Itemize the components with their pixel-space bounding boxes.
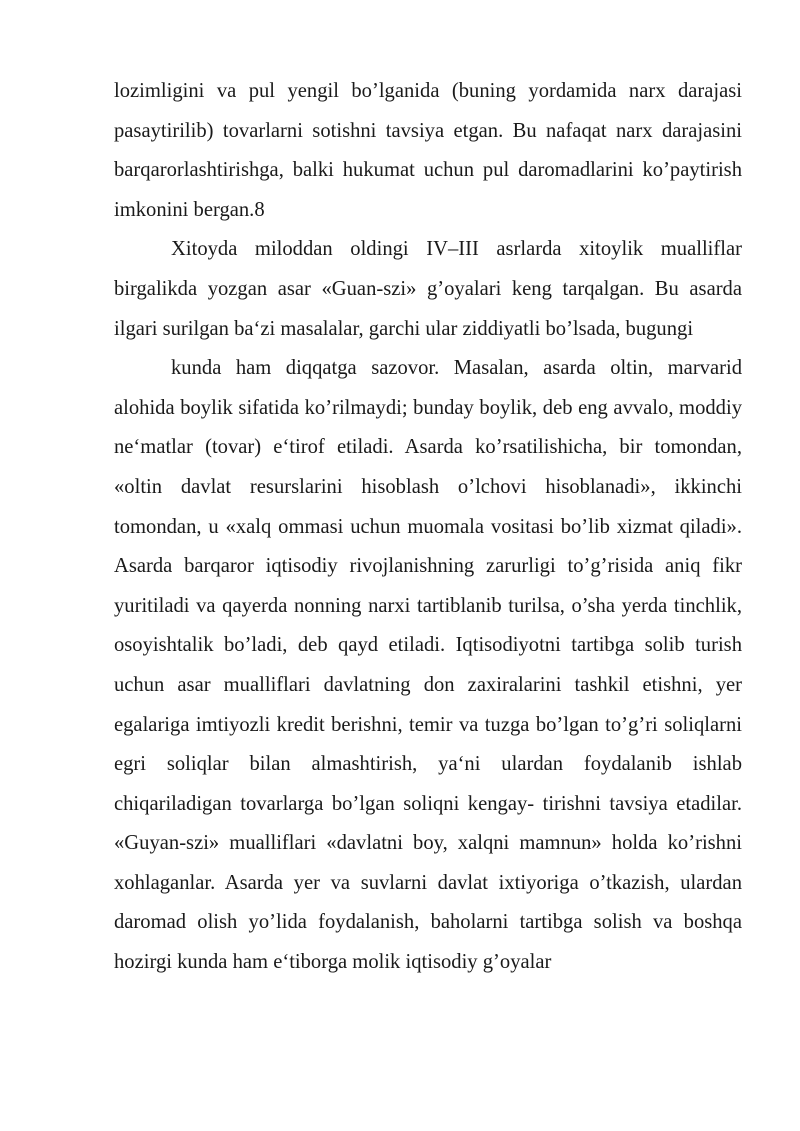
paragraph-3: kunda ham diqqatga sazovor. Masalan, asarda oltin, marvarid alohida boylik sifatida ko’rilmaydi; bunday boylik, deb eng avvalo, moddiy neʻmatlar (tovar) eʻtirof etiladi. Asarda ko’rsatilishicha, bir tomondan, «oltin davlat resurslarini hisoblash o’lchovi hisoblanadi», ikkinchi tomondan, u «xalq ommasi uchun muomala vositasi bo’lib xizmat qiladi». Asarda barqaror iqtisodiy rivojlanishning zarurligi to’g’risida aniq fikr yuritiladi va qayerda nonning narxi tartiblanib turilsa, o’sha yerda tinchlik, osoyishtalik bo’ladi, deb qayd etiladi. Iqtisodiyotni tartibga solib turish uchun asar mualliflari davlatning don zaxiralarini tashkil etishni, yer egalariga imtiyozli kredit berishni, temir va tuzga bo’lgan to’g’ri soliqlarni egri soliqlar bilan almashtirish, yaʻni ulardan foydalanib ishlab chiqariladigan tovarlarga bo’lgan soliqni kengay- tirishni tavsiya etadilar. «Guyan-szi» mualliflari «davlatni boy, xalqni mamnun» holda ko’rishni xohlaganlar. Asarda yer va suvlarni davlat ixtiyoriga o’tkazish, ulardan daromad olish yo’lida foydalanish, baholarni tartibga solish va boshqa hozirgi kunda ham eʻtiborga molik iqtisodiy g’oyalar xyxy=(114,357,742,974)
body-text xyxy=(114,72,742,983)
paragraph-1: lozimligini va pul yengil bo’lganida (buning yordamida narx darajasi pasaytirilib) tovarlarni sotishni tavsiya etgan. Bu nafaqat narx darajasini barqarorlashtirishga, balki hukumat uchun pul daromadlarini ko’paytirish imkonini bergan.8 xyxy=(114,80,742,221)
paragraph-2: Xitoyda miloddan oldingi IV–III asrlarda xitoylik mualliflar birgalikda yozgan asar «Guan-szi» g’oyalari keng tarqalgan. Bu asarda ilgari surilgan baʻzi masalalar, garchi ular ziddiyatli bo’lsada, bugungi xyxy=(114,238,742,340)
